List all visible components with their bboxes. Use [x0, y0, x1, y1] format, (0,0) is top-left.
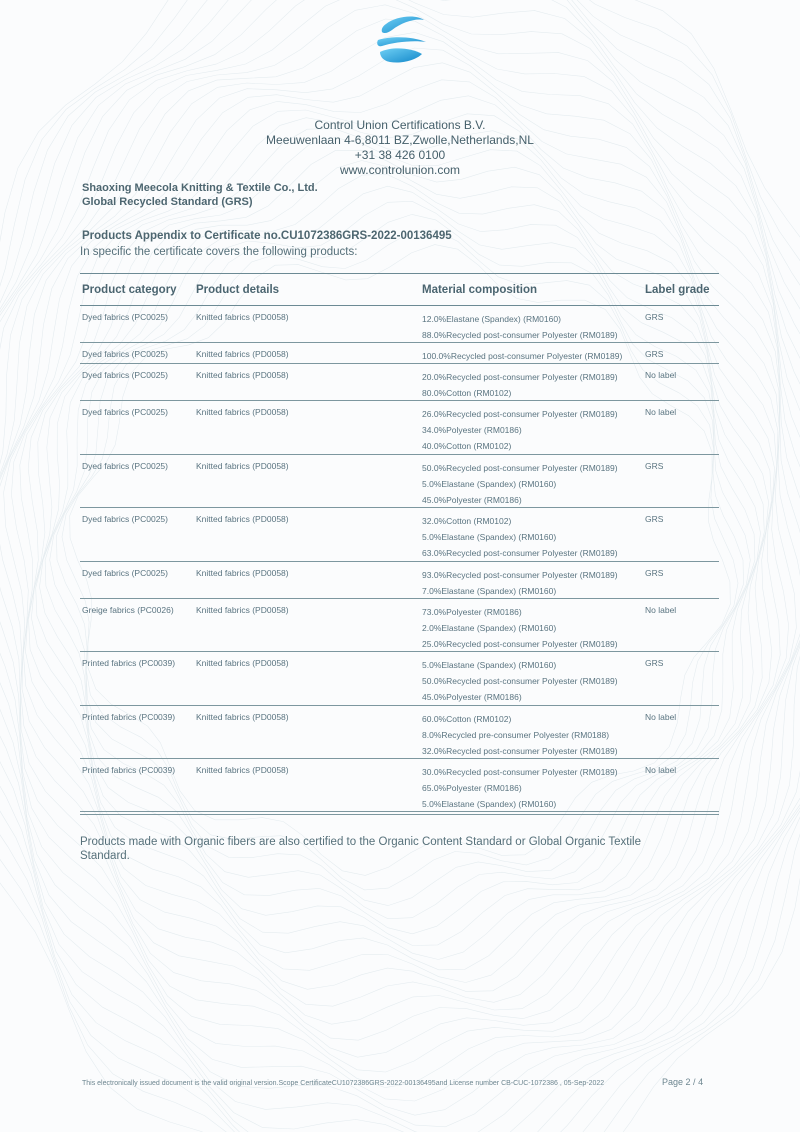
cell-material-composition [420, 763, 643, 811]
cell-product-category: Dyed fabrics (PC0025) [82, 568, 168, 578]
cell-label-grade: No label [645, 712, 677, 722]
material-line: 30.0%Recycled post-consumer Polyester (RM0189) [422, 767, 618, 777]
issuer-phone: +31 38 426 0100 [354, 148, 446, 162]
cell-label-grade: GRS [645, 568, 664, 578]
table-row [80, 401, 719, 455]
cell-product-category: Dyed fabrics (PC0025) [82, 312, 168, 322]
material-line: 2.0%Elastane (Spandex) (RM0160) [422, 623, 557, 633]
material-line: 34.0%Polyester (RM0186) [422, 425, 522, 435]
cell-material-composition [420, 603, 643, 651]
header-product-details: Product details [196, 283, 280, 296]
cell-product-details: Knitted fabrics (PD0058) [196, 514, 289, 524]
material-line: 5.0%Elastane (Spandex) (RM0160) [422, 799, 557, 809]
page-separator: / [693, 1077, 696, 1087]
page-total: 4 [698, 1077, 704, 1087]
table-row [80, 455, 719, 508]
material-line: 7.0%Elastane (Spandex) (RM0160) [422, 586, 557, 596]
footer-notice: This electronically issued document is the valid original version.Scope CertificateCU1072386GRS-2022-00136495and License number CB-CUC-1072386 , 05-Sep-2022 [82, 1080, 605, 1087]
material-line: 5.0%Elastane (Spandex) (RM0160) [422, 660, 557, 670]
issuer-address: Meeuwenlaan 4-6,8011 BZ,Zwolle,Netherlands,NL [266, 133, 534, 147]
page-number [662, 1077, 703, 1087]
cell-product-details: Knitted fabrics (PD0058) [196, 765, 289, 775]
appendix-title: Products Appendix to Certificate no.CU1072386GRS-2022-00136495 [82, 230, 452, 242]
cell-material-composition [420, 347, 643, 363]
material-line: 93.0%Recycled post-consumer Polyester (RM0189) [422, 570, 618, 580]
appendix-intro: In specific the certificate covers the following products: [80, 246, 358, 258]
cell-label-grade: GRS [645, 461, 664, 471]
cell-material-composition [420, 656, 643, 705]
material-line: 80.0%Cotton (RM0102) [422, 388, 512, 398]
material-line: 45.0%Polyester (RM0186) [422, 692, 522, 702]
cell-label-grade: No label [645, 605, 677, 615]
material-line: 50.0%Recycled post-consumer Polyester (RM0189) [422, 463, 618, 473]
cell-product-details: Knitted fabrics (PD0058) [196, 568, 289, 578]
material-line: 32.0%Cotton (RM0102) [422, 516, 512, 526]
cell-material-composition [420, 368, 643, 400]
cell-label-grade: No label [645, 407, 677, 417]
material-line: 8.0%Recycled pre-consumer Polyester (RM0188) [422, 730, 610, 740]
table-row [80, 343, 719, 364]
cell-label-grade: GRS [645, 514, 664, 524]
table-row [80, 706, 719, 759]
material-line: 65.0%Polyester (RM0186) [422, 783, 522, 793]
material-line: 63.0%Recycled post-consumer Polyester (RM0189) [422, 548, 618, 558]
cell-product-category: Dyed fabrics (PC0025) [82, 461, 168, 471]
cell-material-composition [420, 405, 643, 454]
cell-product-details: Knitted fabrics (PD0058) [196, 407, 289, 417]
holder-company: Shaoxing Meecola Knitting & Textile Co., Ltd. [82, 182, 318, 194]
cell-material-composition [420, 566, 643, 598]
cell-product-category: Printed fabrics (PC0039) [82, 712, 176, 722]
material-line: 40.0%Cotton (RM0102) [422, 441, 512, 451]
material-line: 5.0%Elastane (Spandex) (RM0160) [422, 479, 557, 489]
table-row [80, 364, 719, 401]
organic-footnote: Products made with Organic fibers are also certified to the Organic Content Standard or Global Organic Textile Standard. [80, 836, 642, 862]
table-row [80, 652, 719, 706]
cell-product-category: Dyed fabrics (PC0025) [82, 407, 168, 417]
cell-material-composition [420, 512, 643, 561]
holder-standard: Global Recycled Standard (GRS) [82, 196, 253, 208]
cell-product-category: Greige fabrics (PC0026) [82, 605, 174, 615]
cell-product-details: Knitted fabrics (PD0058) [196, 658, 289, 668]
certificate-holder [82, 181, 318, 209]
products-table [80, 273, 719, 817]
material-line: 5.0%Elastane (Spandex) (RM0160) [422, 532, 557, 542]
cell-product-category: Printed fabrics (PC0039) [82, 765, 176, 775]
header-label-grade: Label grade [645, 283, 710, 296]
cell-product-category: Dyed fabrics (PC0025) [82, 514, 168, 524]
issuer-website[interactable]: www.controlunion.com [339, 163, 461, 177]
cell-material-composition [420, 459, 643, 507]
header-material-composition: Material composition [422, 283, 538, 296]
cell-product-category: Printed fabrics (PC0039) [82, 658, 176, 668]
page-label: Page 2 [662, 1077, 691, 1087]
issuer-name: Control Union Certifications B.V. [314, 118, 486, 132]
material-line: 50.0%Recycled post-consumer Polyester (RM0189) [422, 676, 618, 686]
cell-label-grade: GRS [645, 658, 664, 668]
control-union-logo-icon [372, 14, 430, 66]
cell-product-details: Knitted fabrics (PD0058) [196, 349, 289, 359]
table-bottom-rule [80, 814, 719, 817]
cell-product-details: Knitted fabrics (PD0058) [196, 712, 289, 722]
cell-material-composition [420, 310, 643, 342]
header-product-category: Product category [82, 283, 177, 296]
cell-product-details: Knitted fabrics (PD0058) [196, 461, 289, 471]
material-line: 73.0%Polyester (RM0186) [422, 607, 522, 617]
cell-product-category: Dyed fabrics (PC0025) [82, 349, 168, 359]
material-line: 60.0%Cotton (RM0102) [422, 714, 512, 724]
cell-product-details: Knitted fabrics (PD0058) [196, 370, 289, 380]
table-row [80, 508, 719, 562]
table-header [80, 274, 719, 306]
material-line: 45.0%Polyester (RM0186) [422, 495, 522, 505]
cell-material-composition [420, 710, 643, 758]
cell-label-grade: No label [645, 765, 677, 775]
table-row [80, 306, 719, 343]
table-body [80, 306, 719, 812]
cell-label-grade: No label [645, 370, 677, 380]
table-row [80, 759, 719, 812]
material-line: 20.0%Recycled post-consumer Polyester (RM0189) [422, 372, 618, 382]
material-line: 32.0%Recycled post-consumer Polyester (RM0189) [422, 746, 618, 756]
cell-product-category: Dyed fabrics (PC0025) [82, 370, 168, 380]
material-line: 26.0%Recycled post-consumer Polyester (RM0189) [422, 409, 618, 419]
cell-label-grade: GRS [645, 349, 664, 359]
material-line: 25.0%Recycled post-consumer Polyester (RM0189) [422, 639, 618, 649]
issuer-block [0, 118, 800, 178]
cell-label-grade: GRS [645, 312, 664, 322]
cell-product-details: Knitted fabrics (PD0058) [196, 312, 289, 322]
table-row [80, 599, 719, 652]
material-line: 12.0%Elastane (Spandex) (RM0160) [422, 314, 561, 324]
material-line: 88.0%Recycled post-consumer Polyester (RM0189) [422, 330, 618, 340]
table-row [80, 562, 719, 599]
material-line: 100.0%Recycled post-consumer Polyester (RM0189) [422, 351, 623, 361]
cell-product-details: Knitted fabrics (PD0058) [196, 605, 289, 615]
